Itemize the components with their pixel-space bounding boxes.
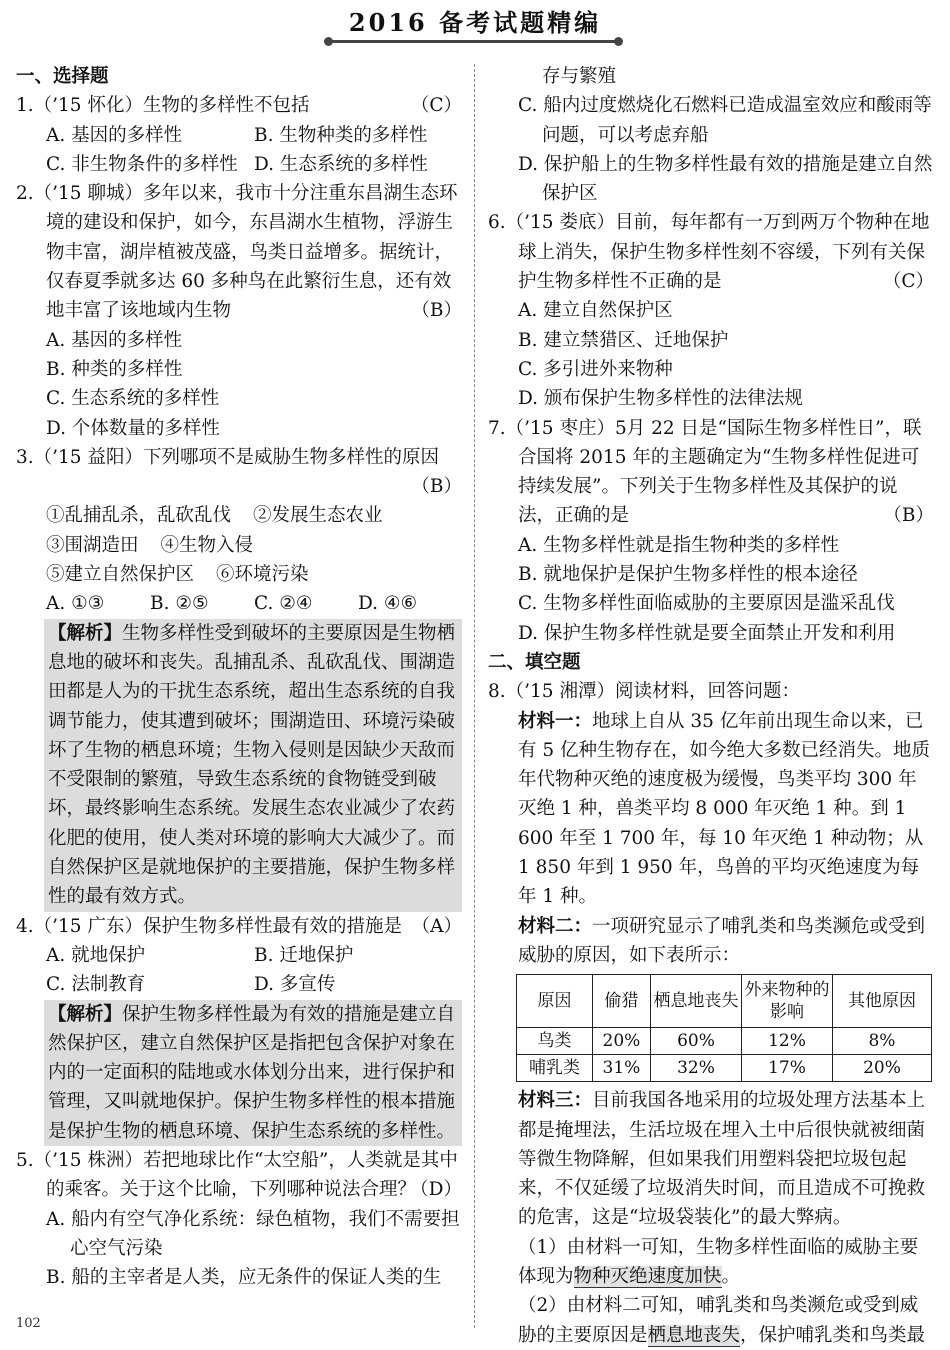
page-number: 102 [16, 1316, 41, 1331]
table-header-cell: 其他原因 [832, 975, 931, 1028]
table-cell: 60% [650, 1028, 741, 1055]
statement-row [16, 560, 462, 589]
question-stem: 8.（’15 湘潭）阅读材料，回答问题： [488, 681, 800, 703]
option: A. 生物多样性就是指生物种类的多样性 [518, 534, 840, 556]
table-cell: 20% [592, 1028, 650, 1055]
section-heading: 一、选择题 [16, 66, 109, 87]
question-stem: 4.（’15 广东）保护生物多样性最有效的措施是 [16, 915, 402, 937]
question-4 [16, 912, 462, 941]
underline-dot-left [324, 37, 333, 46]
filled-answer: 栖息地丧失 [647, 1324, 741, 1346]
filled-answer: 物种灭绝速度加快 [573, 1265, 722, 1287]
material-label: 材料三： [518, 1090, 593, 1112]
question-7 [488, 414, 934, 531]
table-cell: 31% [592, 1055, 650, 1082]
sub-question-2 [488, 1291, 934, 1350]
table-cell: 12% [741, 1028, 832, 1055]
question-stem: 7.（’15 枣庄）5月 22 日是“国际生物多样性日”，联合国将 2015 年的主题确定为“生物多样性促进可持续发展”。下列关于生物多样性及其保护的说法，正确的是 [488, 417, 922, 527]
question-2 [16, 179, 462, 325]
table-row [517, 1055, 932, 1082]
option: A. 船内有空气净化系统：绿色植物，我们不需要担心空气污染 [46, 1208, 460, 1259]
option: A. 基因的多样性 [46, 329, 183, 351]
question-stem: 1.（’15 怀化）生物的多样性不包括 [16, 95, 310, 117]
material-3 [488, 1086, 934, 1232]
option: C. 生态系统的多样性 [46, 388, 220, 410]
option: C. 船内过度燃烧化石燃料已造成温室效应和酸雨等问题，可以考虑弃船 [518, 95, 932, 146]
analysis-tag: 【解析】 [48, 1003, 123, 1025]
sub-question-1 [488, 1233, 934, 1292]
option: D. 生态系统的多样性 [254, 153, 428, 175]
section-heading: 二、填空题 [488, 651, 581, 673]
option: D. 保护生物多样性就是要全面禁止开发和利用 [518, 622, 896, 644]
page-header [0, 0, 950, 54]
question-8 [488, 677, 934, 706]
option: C. 多引进外来物种 [518, 358, 673, 380]
material-2 [488, 912, 934, 971]
question-5 [16, 1146, 462, 1205]
option-continued: 存与繁殖 [542, 66, 617, 87]
right-column [488, 62, 934, 1350]
question-6 [488, 208, 934, 296]
option: D. ④⑥ [358, 593, 418, 615]
analysis-tag: 【解析】 [48, 622, 123, 644]
table-header-cell: 外来物种的影响 [741, 975, 832, 1028]
question-stem: 5.（’15 株洲）若把地球比作“太空船”，人类就是其中的乘客。关于这个比喻，下列哪种说法合理？ [16, 1149, 458, 1201]
statement: ⑥环境污染 [216, 564, 309, 586]
answer: （C） [882, 271, 934, 293]
options-row [16, 150, 462, 179]
material-label: 材料二： [518, 915, 593, 937]
sub-question-text: （2）由材料二可知，哺乳类和鸟类濒危或受到威胁的主要原因是 [518, 1295, 919, 1346]
option: A. ①③ [46, 593, 105, 615]
statement: ①乱捕乱杀，乱砍乱伐 [46, 505, 232, 527]
option: B. 就地保护是保护生物多样性的根本途径 [518, 564, 858, 586]
statement: ③围湖造田 [46, 534, 139, 556]
column-divider [474, 64, 475, 1328]
table-header-cell: 栖息地丧失 [650, 975, 741, 1028]
sub-question-text: （1）由材料一可知，生物多样性面临的威胁主要体现为 [518, 1236, 919, 1287]
analysis-box [44, 1000, 462, 1146]
left-column [16, 62, 462, 1292]
answer: （D） [410, 1179, 462, 1201]
option: A. 建立自然保护区 [518, 300, 673, 322]
options-row [16, 121, 462, 150]
option: D. 个体数量的多样性 [46, 417, 220, 439]
page-title: 2016 备考试题精编 [348, 8, 602, 37]
option: A. 就地保护 [46, 944, 146, 966]
statement-row [16, 501, 462, 530]
option: D. 多宣传 [254, 974, 336, 996]
option: C. 生物多样性面临威胁的主要原因是滥采乱伐 [518, 593, 895, 615]
answer: （B） [411, 476, 462, 498]
option: B. 迁地保护 [254, 944, 354, 966]
table-cell: 8% [832, 1028, 931, 1055]
answer: （A） [411, 915, 462, 937]
answer: （C） [410, 95, 462, 117]
table-cell: 鸟类 [517, 1028, 593, 1055]
statement: ②发展生态农业 [253, 505, 383, 527]
sub-question-text: 。 [721, 1265, 741, 1287]
table-row [517, 1028, 932, 1055]
question-stem: 2.（’15 聊城）多年以来，我市十分注重东昌湖生态环境的建设和保护，如今，东昌湖水生植物，浮游生物丰富，湖岸植被茂盛，鸟类日益增多。据统计，仅春夏季就多达 60 多种鸟在此繁衍生息，还有效地丰富了该地域内生物 [16, 183, 458, 322]
option: D. 颁布保护生物多样性的法律法规 [518, 388, 803, 410]
option: D. 保护船上的生物多样性最有效的措施是建立自然保护区 [518, 153, 933, 205]
option: A. 基因的多样性 [46, 124, 183, 146]
material-label: 材料一： [518, 710, 593, 732]
option: C. ②④ [254, 593, 313, 615]
material-1 [488, 707, 934, 912]
option: B. ②⑤ [150, 593, 209, 615]
option: C. 非生物条件的多样性 [46, 153, 238, 175]
option: B. 生物种类的多样性 [254, 124, 428, 146]
sub-question-text: ，保护哺乳类和鸟类最 [740, 1324, 926, 1346]
analysis-box [44, 619, 462, 912]
statement-row [16, 531, 462, 560]
answer: （B） [411, 300, 462, 322]
statement: ④生物入侵 [160, 534, 254, 556]
statement: ⑤建立自然保护区 [46, 564, 195, 586]
table-header-row [517, 975, 932, 1028]
question-3 [16, 443, 462, 472]
table-cell: 17% [741, 1055, 832, 1082]
material-text: 地球上自从 35 亿年前出现生命以来，已有 5 亿种生物存在，如今绝大多数已经消失。地质年代物种灭绝的速度极为缓慢，鸟类平均 300 年灭绝 1 种，兽类平均 8 000 年灭绝 1 种。到 1 600 年至 1 700 年，每 10 年灭绝 1 种动物；从 1 850 年到 1 950 年，鸟兽的平均灭绝速度为每年 1 种。 [518, 710, 931, 908]
table-cell: 20% [832, 1055, 931, 1082]
analysis-text: 保护生物多样性最为有效的措施是建立自然保护区，建立自然保护区是指把包含保护对象在内的一定面积的陆地或水体划分出来，进行保护和管理，又叫就地保护。保护生物多样性的根本措施是保护生物的栖息环境、保护生态系统的多样性。 [48, 1003, 456, 1142]
options-row [16, 970, 462, 999]
threat-table [516, 974, 932, 1082]
material-text: 目前我国各地采用的垃圾处理方法基本上都是掩埋法，生活垃圾在埋入土中后很快就被细菌等微生物降解，但如果我们用塑料袋把垃圾包起来，不仅延缓了垃圾消失时间，而且造成不可挽救的危害，这是“垃圾袋装化”的最大弊病。 [518, 1090, 926, 1229]
option: B. 种类的多样性 [46, 358, 183, 380]
table-cell: 哺乳类 [517, 1055, 593, 1082]
analysis-text: 生物多样性受到破坏的主要原因是生物栖息地的破坏和丧失。乱捕乱杀、乱砍乱伐、围湖造田都是人为的干扰生态系统，超出生态系统的自我调节能力，使其遭到破坏；围湖造田、环境污染破坏了生物的栖息环境；生物入侵则是因缺少天敌而不受限制的繁殖，导致生态系统的食物链受到破坏，最终影响生态系统。发展生态农业减少了农药化肥的使用，使人类对环境的影响大大减少了。而自然保护区是就地保护的主要措施，保护生物多样性的最有效方式。 [48, 622, 456, 908]
title-underline [328, 40, 618, 43]
table-header-cell: 原因 [517, 975, 593, 1028]
question-1 [16, 91, 462, 120]
option: B. 船的主宰者是人类，应无条件的保证人类的生 [46, 1267, 442, 1289]
options-row [16, 941, 462, 970]
option: C. 法制教育 [46, 974, 146, 996]
option: B. 建立禁猎区、迁地保护 [518, 329, 729, 351]
table-cell: 32% [650, 1055, 741, 1082]
question-stem: 6.（’15 娄底）目前，每年都有一万到两万个物种在地球上消失，保护生物多样性刻不容缓，下列有关保护生物多样性不正确的是 [488, 212, 930, 293]
table-header-cell: 偷猎 [592, 975, 650, 1028]
material-text: 一项研究显示了哺乳类和鸟类濒危或受到威胁的原因，如下表所示： [518, 915, 926, 966]
underline-dot-right [614, 37, 623, 46]
options-row [16, 589, 462, 618]
question-stem: 3.（’15 益阳）下列哪项不是威胁生物多样性的原因 [16, 446, 439, 468]
answer: （B） [883, 505, 934, 527]
